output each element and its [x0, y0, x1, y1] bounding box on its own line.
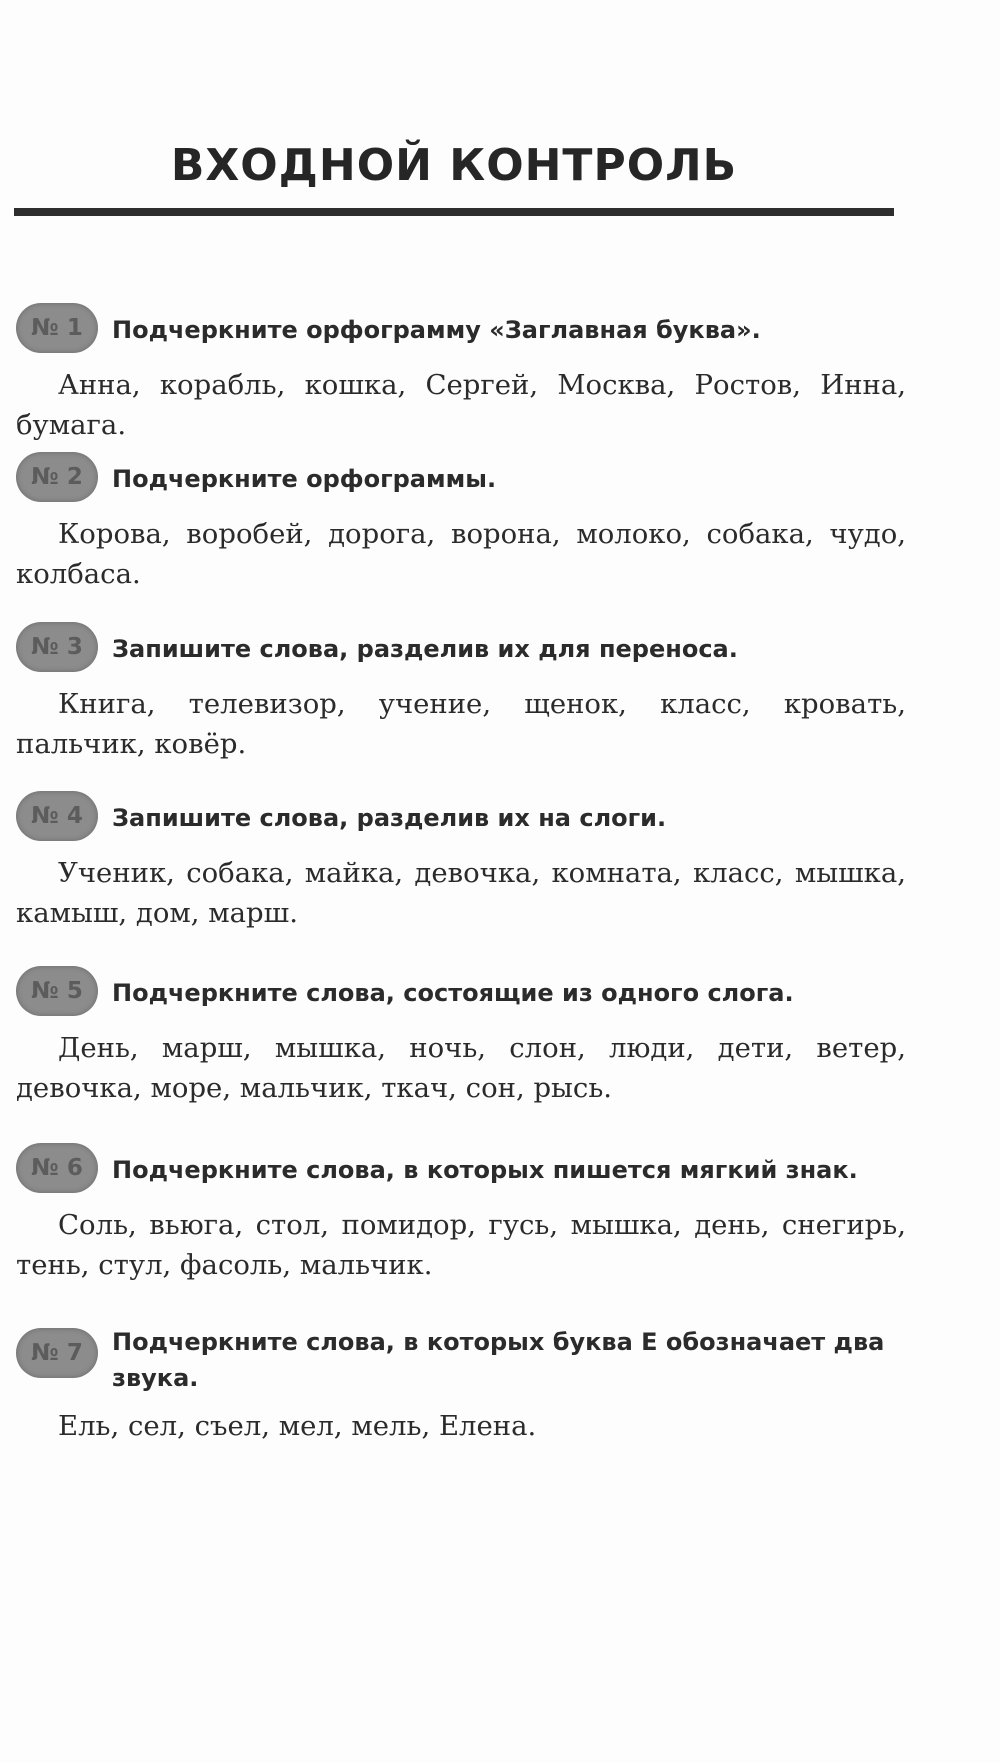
task-text: Ученик, собака, майка, девочка, комната, класс, мышка, камыш, дом, марш. [16, 857, 906, 929]
task-header [16, 622, 906, 678]
task-number-badge: № 2 [16, 452, 98, 502]
task-3 [16, 622, 906, 764]
task-number-badge: № 7 [16, 1328, 98, 1378]
task-text: Соль, вьюга, стол, помидор, гусь, мышка, день, снегирь, тень, стул, фасоль, мальчик. [16, 1209, 906, 1281]
task-4 [16, 791, 906, 933]
task-2 [16, 452, 906, 594]
task-header [16, 1320, 906, 1398]
task-5 [16, 966, 906, 1108]
task-text: Корова, воробей, дорога, ворона, молоко, собака, чудо, колбаса. [16, 518, 906, 590]
task-6 [16, 1143, 906, 1285]
task-instruction: Подчеркните слова, в которых буква Е обозначает два звука. [112, 1328, 885, 1392]
task-number-badge: № 3 [16, 622, 98, 672]
task-number-badge: № 1 [16, 303, 98, 353]
task-7 [16, 1320, 906, 1446]
task-header [16, 1143, 906, 1199]
task-header [16, 791, 906, 847]
task-text: Ель, сел, съел, мел, мель, Елена. [58, 1410, 537, 1442]
task-number-badge: № 6 [16, 1143, 98, 1193]
task-instruction: Подчеркните слова, состоящие из одного слога. [112, 979, 794, 1007]
task-number-badge: № 5 [16, 966, 98, 1016]
task-number-badge: № 4 [16, 791, 98, 841]
task-instruction: Подчеркните слова, в которых пишется мягкий знак. [112, 1156, 858, 1184]
task-1 [16, 303, 906, 445]
task-instruction: Подчеркните орфограммы. [112, 465, 497, 493]
task-header [16, 452, 906, 508]
task-text: Анна, корабль, кошка, Сергей, Москва, Ростов, Инна, бумага. [16, 369, 906, 441]
task-instruction: Запишите слова, разделив их для переноса. [112, 635, 738, 663]
task-header [16, 303, 906, 359]
task-text: День, марш, мышка, ночь, слон, люди, дети, ветер, девочка, море, мальчик, ткач, сон, рысь. [16, 1032, 906, 1104]
page-title: ВХОДНОЙ КОНТРОЛЬ [170, 140, 738, 191]
task-header [16, 966, 906, 1022]
task-instruction: Подчеркните орфограмму «Заглавная буква». [112, 316, 761, 344]
title-underline [14, 208, 894, 216]
task-text: Книга, телевизор, учение, щенок, класс, кровать, пальчик, ковёр. [16, 688, 906, 760]
task-instruction: Запишите слова, разделив их на слоги. [112, 804, 667, 832]
